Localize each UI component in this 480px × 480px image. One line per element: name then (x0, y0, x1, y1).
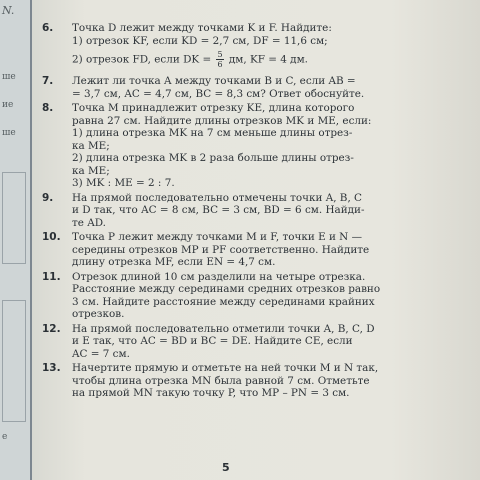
problem-line: Лежит ли точка A между точками B и C, если AB = (72, 75, 356, 87)
problem-line: те AD. (72, 216, 106, 229)
problem-line: 2) длина отрезка MK в 2 раза больше длины отрез- (72, 152, 354, 164)
problem-line: На прямой последовательно отмечены точки A, B, C (72, 191, 362, 204)
facing-page-edge (0, 0, 32, 480)
problem-text (72, 22, 470, 69)
problem-line: 3 см. Найдите расстояние между серединами крайних (72, 295, 375, 308)
problem-line: равна 27 см. Найдите длины отрезков MK и ME, если: (72, 114, 372, 127)
problem-8 (38, 102, 470, 190)
problem-line: чтобы длина отрезка MN была равной 7 см. Отметьте (72, 374, 370, 387)
problem-line: Точка D лежит между точками K и F. Найдите: (72, 22, 332, 34)
problem-line: На прямой последовательно отметили точки A, B, C, D (72, 322, 375, 335)
problem-line: Точка P лежит между точками M и F, точки E и N — (72, 231, 362, 243)
fraction (216, 50, 223, 69)
problem-6 (38, 22, 470, 69)
problem-text (72, 192, 470, 230)
problem-12 (38, 323, 470, 361)
problem-line: середины отрезков MP и PF соответственно. Найдите (72, 243, 370, 256)
problem-number: 11. (42, 270, 61, 283)
problem-line: Отрезок длиной 10 см разделили на четыре отрезка. (72, 270, 366, 283)
problem-line-with-fraction (72, 50, 462, 69)
fraction-line-prefix: 2) отрезок FD, если DK = (72, 53, 212, 66)
problem-number: 7. (42, 75, 54, 87)
problem-line: Расстояние между серединами средних отрезков равно (72, 283, 381, 295)
page-number: 5 (222, 461, 230, 474)
facing-page-box (2, 300, 26, 422)
problem-line: длину отрезка MF, если EN = 4,7 см. (72, 256, 276, 268)
problem-text (72, 362, 470, 400)
textbook-page (32, 0, 480, 480)
problem-line: AC = 7 см. (72, 347, 130, 360)
problem-11 (38, 271, 470, 321)
problem-line: 3) MK : ME = 2 : 7. (72, 177, 175, 189)
fraction-numerator: 5 (217, 50, 223, 59)
problem-number: 13. (42, 362, 61, 374)
facing-page-fragment: N. (2, 4, 15, 17)
fraction-denominator: 6 (217, 60, 223, 69)
problem-list (38, 22, 470, 402)
problem-number: 8. (42, 102, 54, 114)
problem-number: 9. (42, 191, 54, 204)
problem-text (72, 271, 470, 321)
problem-10 (38, 231, 470, 269)
problem-line: 1) длина отрезка MK на 7 см меньше длины отрез- (72, 127, 353, 139)
problem-line: Точка M принадлежит отрезку KE, длина которого (72, 102, 355, 114)
problem-number: 6. (42, 22, 54, 34)
facing-page-fragment: ие (2, 100, 14, 110)
problem-line: = 3,7 см, AC = 4,7 см, BC = 8,3 см? Ответ обоснуйте. (72, 87, 365, 100)
problem-text (72, 75, 470, 100)
problem-7 (38, 75, 470, 100)
problem-line: и D так, что AC = 8 см, BC = 3 см, BD = 6 см. Найди- (72, 204, 365, 216)
facing-page-fragment: е (2, 432, 8, 442)
problem-line: Начертите прямую и отметьте на ней точки M и N так, (72, 362, 379, 374)
facing-page-fragment: ше (2, 128, 16, 138)
problem-number: 12. (42, 322, 61, 335)
problem-number: 10. (42, 231, 61, 243)
facing-page-fragment: ше (2, 72, 16, 82)
problem-line: ка ME; (72, 164, 110, 177)
problem-text (72, 102, 470, 190)
problem-line: 1) отрезок KF, если KD = 2,7 см, DF = 11,6 см; (72, 34, 328, 47)
problem-9 (38, 192, 470, 230)
fraction-line-suffix: дм, KF = 4 дм. (228, 53, 308, 66)
problem-line: и E так, что AC = BD и BC = DE. Найдите CE, если (72, 335, 353, 347)
problem-line: ка ME; (72, 139, 110, 152)
facing-page-box (2, 172, 26, 264)
problem-13 (38, 362, 470, 400)
problem-text (72, 231, 470, 269)
problem-line: на прямой MN такую точку P, что MP – PN = 3 см. (72, 387, 350, 399)
problem-text (72, 323, 470, 361)
problem-line: отрезков. (72, 308, 125, 320)
